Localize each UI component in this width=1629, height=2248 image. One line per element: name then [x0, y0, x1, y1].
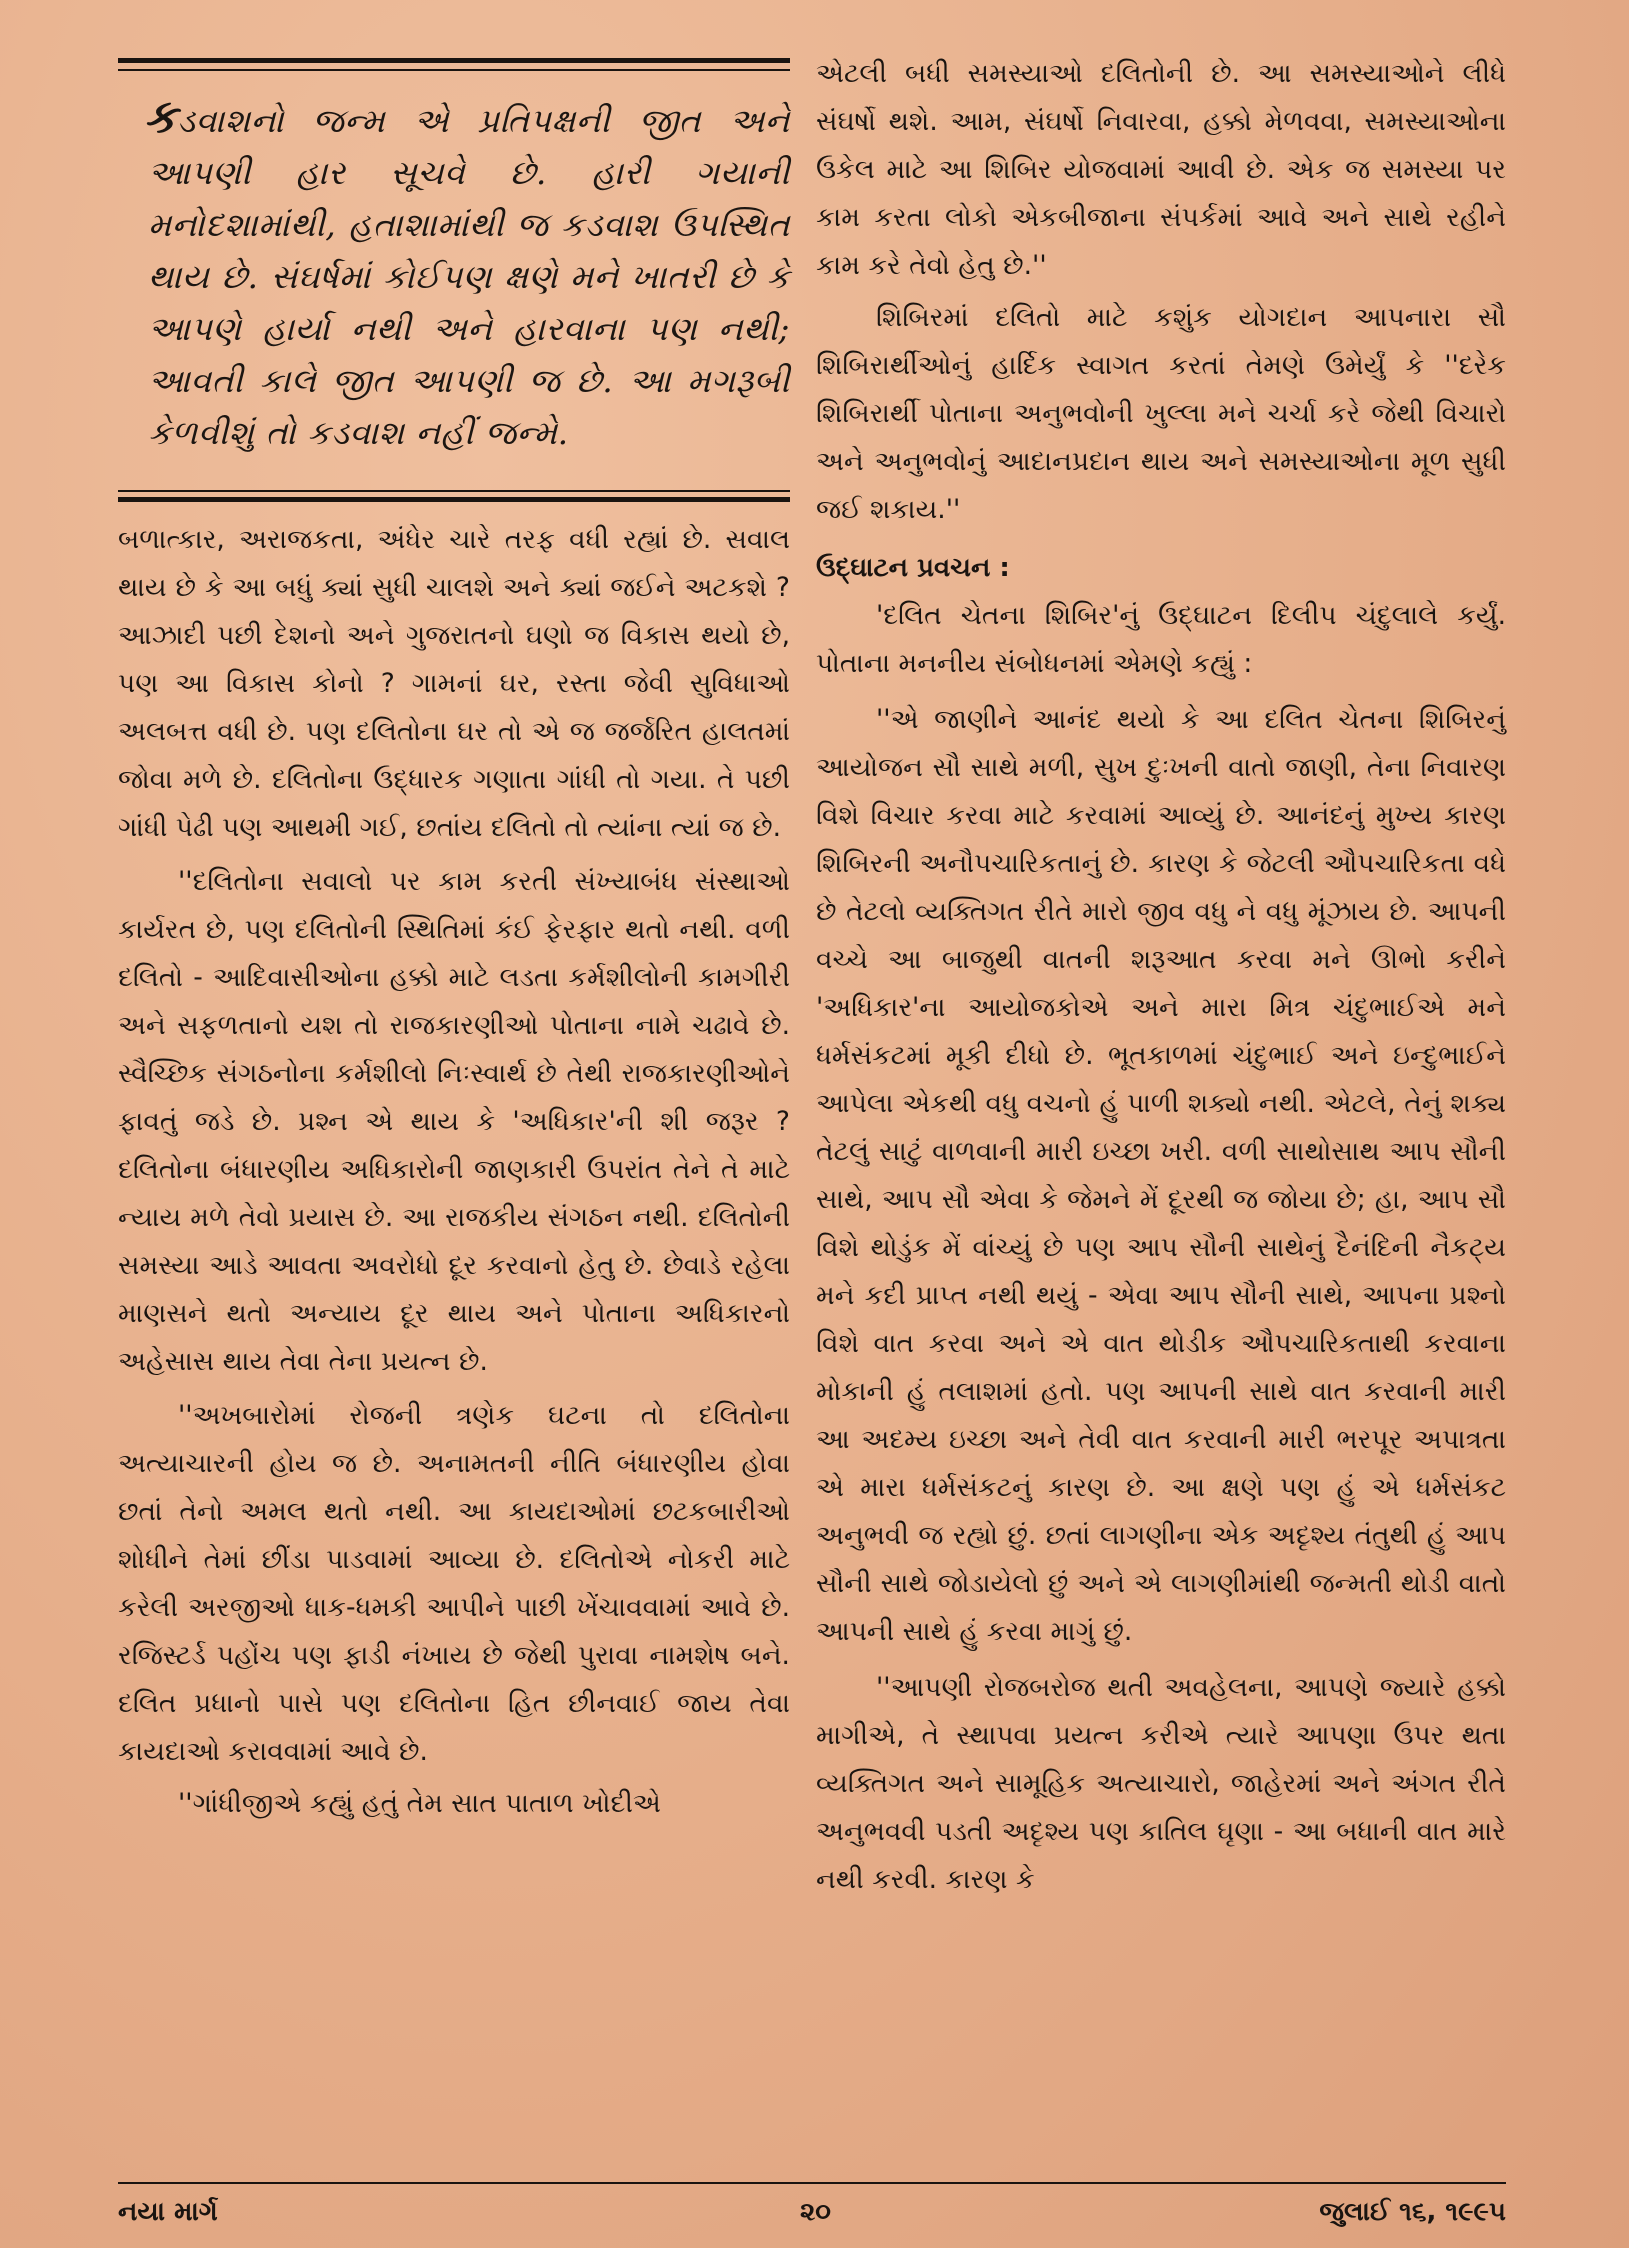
section-heading: ઉદ્ઘાટન પ્રવચન :: [816, 553, 1010, 583]
right-paragraph-5: ''આપણી રોજબરોજ થતી અવહેલના, આપણે જ્યારે હક્કો માગીએ, તે સ્થાપવા પ્રયત્ન કરીએ ત્યારે આપણા ઉપર થતા વ્યક્તિગત અને સામૂહિક અત્યાચારો, જાહેરમાં અને અંગત રીતે અનુભવવી પડતી અદૃશ્ય પણ કાતિલ ઘૃણા - આ બધાની વાત મારે નથી કરવી. કારણ કે: [816, 1672, 1506, 1895]
pull-quote-drop-letter: ક: [144, 89, 177, 143]
footer-magazine-name: નયા માર્ગ: [118, 2197, 218, 2227]
quote-bottom-rule-thin: [118, 490, 790, 492]
pull-quote-text: ડવાશનો જન્મ એ પ્રતિપક્ષની જીત અને આપણી હાર સૂચવે છે. હારી ગયાની મનોદશામાંથી, હતાશામાંથી જ કડવાશ ઉપસ્થિત થાય છે. સંઘર્ષમાં કોઈપણ ક્ષણે મને ખાતરી છે કે આપણે હાર્યા નથી અને હારવાના પણ નથી; આવતી કાલે જીત આપણી જ છે. આ મગરૂબી કેળવીશું તો કડવાશ નહીં જન્મે.: [148, 101, 790, 452]
right-paragraph-3: 'દલિત ચેતના શિબિર'નું ઉદ્ઘાટન દિલીપ ચંદુલાલે કર્યું. પોતાના મનનીય સંબોધનમાં એમણે કહ્યું :: [816, 600, 1506, 679]
footer-page-number: ૨૦: [800, 2197, 831, 2227]
right-paragraph-4: ''એ જાણીને આનંદ થયો કે આ દલિત ચેતના શિબિરનું આયોજન સૌ સાથે મળી, સુખ દુઃખની વાતો જાણી, તેના નિવારણ વિશે વિચાર કરવા માટે કરવામાં આવ્યું છે. આનંદનું મુખ્ય કારણ શિબિરની અનૌપચારિકતાનું છે. કારણ કે જેટલી ઔપચારિકતા વધે છે તેટલો વ્યક્તિગત રીતે મારો જીવ વધુ ને વધુ મૂંઝાય છે. આપની વચ્ચે આ બાજુથી વાતની શરૂઆત કરવા મને ઊભો કરીને 'અધિકાર'ના આયોજકોએ અને મારા મિત્ર ચંદુભાઈએ મને ધર્મસંકટમાં મૂકી દીધો છે. ભૂતકાળમાં ચંદુભાઈ અને ઇન્દુભાઈને આપેલા એકથી વધુ વચનો હું પાળી શક્યો નથી. એટલે, તેનું શક્ય તેટલું સાટું વાળવાની મારી ઇચ્છા ખરી. વળી સાથોસાથ આપ સૌની સાથે, આપ સૌ એવા કે જેમને મેં દૂરથી જ જોયા છે; હા, આપ સૌ વિશે થોડુંક મેં વાંચ્યું છે પણ આપ સૌની સાથેનું દૈનંદિની નૈકટ્ય મને કદી પ્રાપ્ત નથી થયું - એવા આપ સૌની સાથે, આપના પ્રશ્નો વિશે વાત કરવા અને એ વાત થોડીક ઔપચારિકતાથી કરવાના મોકાની હું તલાશમાં હતો. પણ આપની સાથે વાત કરવાની મારી આ અદમ્ય ઇચ્છા અને તેવી વાત કરવાની મારી ભરપૂર અપાત્રતા એ મારા ધર્મસંકટનું કારણ છે. આ ક્ષણે પણ હું એ ધર્મસંકટ અનુભવી જ રહ્યો છું. છતાં લાગણીના એક અદૃશ્ય તંતુથી હું આપ સૌની સાથે જોડાયેલો છું અને એ લાગણીમાંથી જન્મતી થોડી વાતો આપની સાથે હું કરવા માગું છું.: [816, 704, 1506, 1647]
left-paragraph-2: ''દલિતોના સવાલો પર કામ કરતી સંખ્યાબંધ સંસ્થાઓ કાર્યરત છે, પણ દલિતોની સ્થિતિમાં કંઈ ફેરફાર થતો નથી. વળી દલિતો - આદિવાસીઓના હક્કો માટે લડતા કર્મશીલોની કામગીરી અને સફળતાનો યશ તો રાજકારણીઓ પોતાના નામે ચઢાવે છે. સ્વૈચ્છિક સંગઠનોના કર્મશીલો નિઃસ્વાર્થ છે તેથી રાજકારણીઓને ફાવતું જડે છે. પ્રશ્ન એ થાય કે 'અધિકાર'ની શી જરૂર ? દલિતોના બંધારણીય અધિકારોની જાણકારી ઉપરાંત તેને તે માટે ન્યાય મળે તેવો પ્રયાસ છે. આ રાજકીય સંગઠન નથી. દલિતોની સમસ્યા આડે આવતા અવરોધો દૂર કરવાનો હેતુ છે. છેવાડે રહેલા માણસને થતો અન્યાય દૂર થાય અને પોતાના અધિકારનો અહેસાસ થાય તેવા તેના પ્રયત્ન છે.: [118, 866, 790, 1377]
right-paragraph-1: એટલી બધી સમસ્યાઓ દલિતોની છે. આ સમસ્યાઓને લીધે સંઘર્ષો થશે. આમ, સંઘર્ષો નિવારવા, હક્કો મેળવવા, સમસ્યાઓના ઉકેલ માટે આ શિબિર યોજવામાં આવી છે. એક જ સમસ્યા પર કામ કરતા લોકો એકબીજાના સંપર્કમાં આવે અને સાથે રહીને કામ કરે તેવો હેતુ છે.'': [816, 58, 1506, 281]
left-column: [118, 516, 790, 1828]
quote-top-rule-thick: [118, 58, 790, 63]
quote-bottom-rule-thick: [118, 497, 790, 502]
right-column: [816, 50, 1506, 1904]
footer-rule: [118, 2182, 1506, 2184]
quote-top-rule-thin: [118, 69, 790, 71]
pull-quote: [118, 90, 790, 459]
right-paragraph-2: શિબિરમાં દલિતો માટે કશુંક યોગદાન આપનારા સૌ શિબિરાર્થીઓનું હાર્દિક સ્વાગત કરતાં તેમણે ઉમેર્યું કે ''દરેક શિબિરાર્થી પોતાના અનુભવોની ખુલ્લા મને ચર્ચા કરે જેથી વિચારો અને અનુભવોનું આદાનપ્રદાન થાય અને સમસ્યાઓના મૂળ સુધી જઈ શકાય.'': [816, 302, 1506, 525]
footer-date: જુલાઈ ૧૬, ૧૯૯૫: [1319, 2197, 1506, 2227]
left-paragraph-4: ''ગાંધીજીએ કહ્યું હતું તેમ સાત પાતાળ ખોદીએ: [178, 1788, 661, 1819]
left-paragraph-3: ''અખબારોમાં રોજની ત્રણેક ઘટના તો દલિતોના અત્યાચારની હોય જ છે. અનામતની નીતિ બંધારણીય હોવા છતાં તેનો અમલ થતો નથી. આ કાયદાઓમાં છટકબારીઓ શોધીને તેમાં છીંડા પાડવામાં આવ્યા છે. દલિતોએ નોકરી માટે કરેલી અરજીઓ ધાક-ધમકી આપીને પાછી ખેંચાવવામાં આવે છે. રજિસ્ટર્ડ પહોંચ પણ ફાડી નંખાય છે જેથી પુરાવા નામશેષ બને. દલિત પ્રધાનો પાસે પણ દલિતોના હિત છીનવાઈ જાય તેવા કાયદાઓ કરાવવામાં આવે છે.: [118, 1400, 790, 1767]
left-paragraph-1: બળાત્કાર, અરાજકતા, અંધેર ચારે તરફ વધી રહ્યાં છે. સવાલ થાય છે કે આ બધું ક્યાં સુધી ચાલશે અને ક્યાં જઈને અટકશે ? આઝાદી પછી દેશનો અને ગુજરાતનો ઘણો જ વિકાસ થયો છે, પણ આ વિકાસ કોનો ? ગામનાં ઘર, રસ્તા જેવી સુવિધાઓ અલબત્ત વધી છે. પણ દલિતોના ઘર તો એ જ જર્જરિત હાલતમાં જોવા મળે છે. દલિતોના ઉદ્ધારક ગણાતા ગાંધી તો ગયા. તે પછી ગાંધી પેઢી પણ આથમી ગઈ, છતાંય દલિતો તો ત્યાંના ત્યાં જ છે.: [118, 524, 790, 843]
